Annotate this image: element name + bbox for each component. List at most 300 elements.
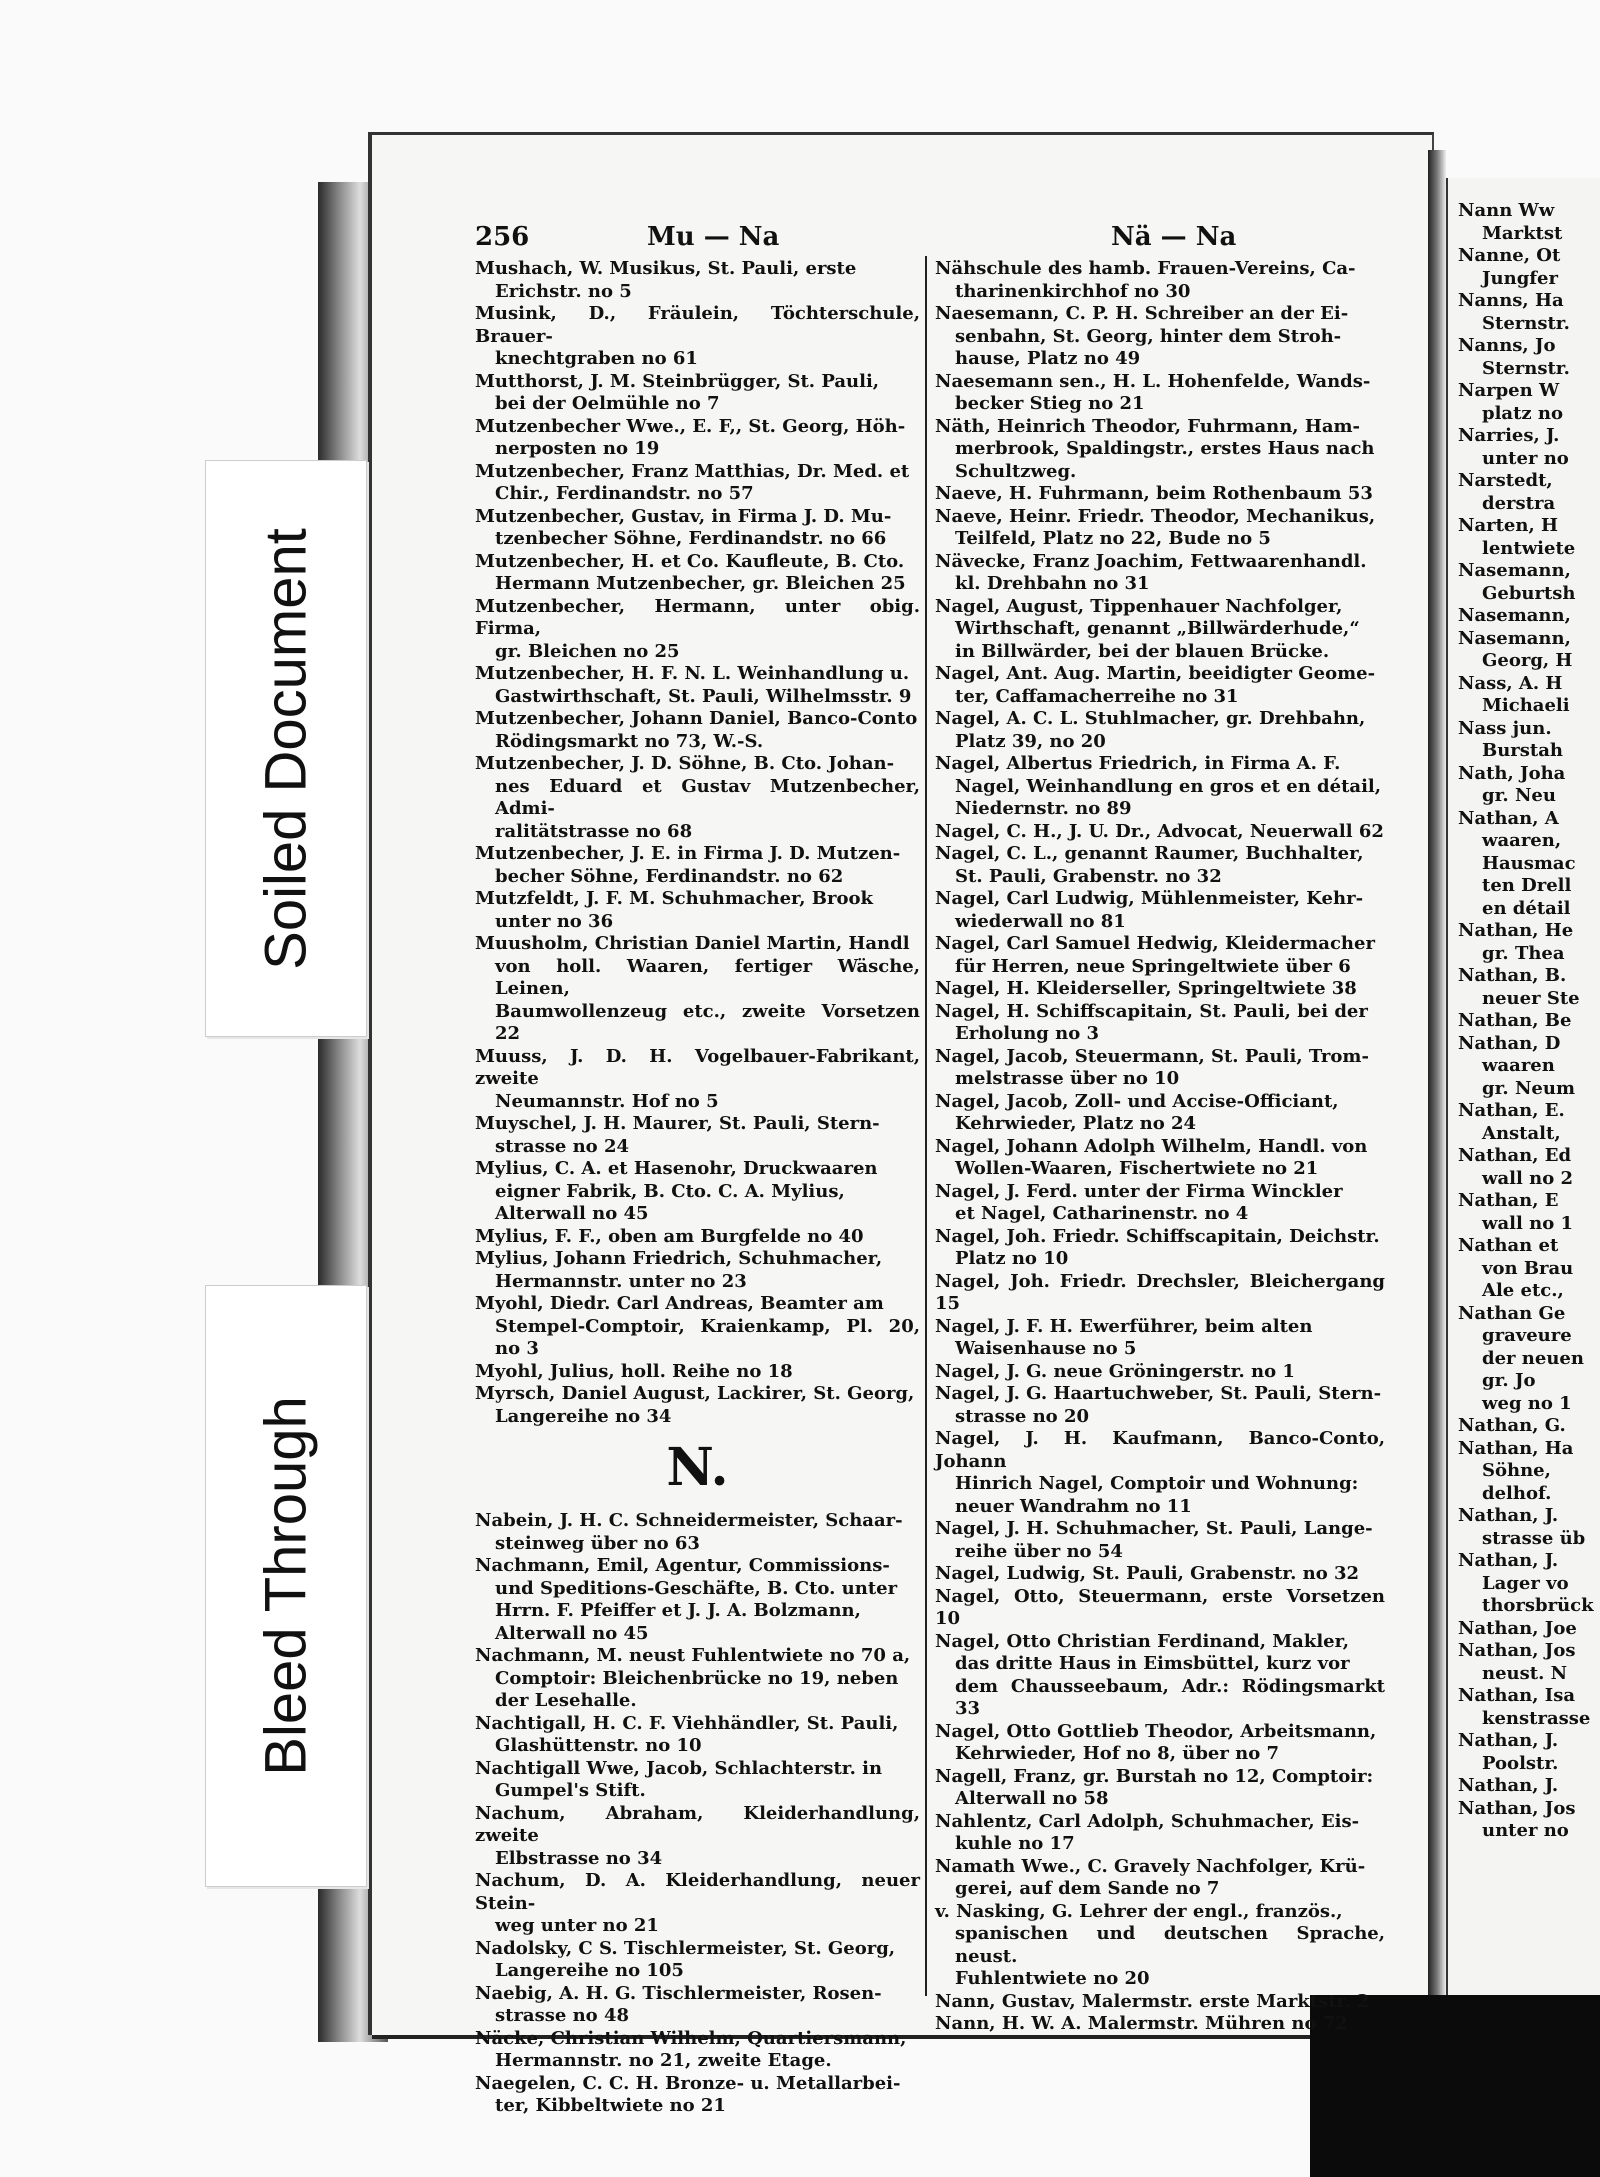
directory-entry — [935, 1856, 1385, 1901]
entry-name-line: Nagel, Jacob, Zoll- und Accise-Officiant, — [935, 1090, 1339, 1112]
cropped-entry-line: Narries, J. — [1458, 425, 1560, 446]
entry-continuation-line: neuer Wandrahm no 11 — [955, 1495, 1192, 1517]
cropped-entry-line: Lager vo — [1482, 1572, 1569, 1594]
entry-continuation-line: dem Chausseebaum, Adr.: Rödingsmarkt 33 — [955, 1675, 1385, 1719]
cropped-entry-line: Nathan, Jos — [1458, 1640, 1576, 1661]
entry-continuation-line: wiederwall no 81 — [955, 910, 1126, 932]
entry-name-line: Nagel, C. L., genannt Raumer, Buchhalter, — [935, 843, 1364, 864]
directory-entry — [475, 1158, 920, 1226]
entry-name-line: Mutzenbecher, Franz Matthias, Dr. Med. et — [475, 460, 910, 482]
directory-entry — [475, 888, 920, 933]
entry-name-line: Nagel, Ant. Aug. Martin, beeidigter Geome- — [935, 663, 1376, 684]
cropped-entry-line: Nasemann, — [1458, 560, 1571, 581]
entry-continuation-line: Gumpel's Stift. — [495, 1780, 646, 1801]
left-running-title: Mu — Na — [647, 222, 780, 252]
page-number: 256 — [475, 222, 530, 252]
entry-continuation-line: nerposten no 19 — [495, 438, 660, 459]
entry-continuation-line: hause, Platz no 49 — [955, 348, 1141, 369]
entry-continuation-line: Gastwirthschaft, St. Pauli, Wilhelmsstr. 9 — [495, 685, 912, 707]
entry-continuation-line: ralitätstrasse no 68 — [495, 820, 693, 842]
cropped-entry-line: Hausmac — [1482, 852, 1576, 874]
entry-name-line: Nagel, August, Tippenhauer Nachfolger, — [935, 595, 1343, 617]
directory-entry — [935, 1428, 1385, 1518]
entry-continuation-line: reihe über no 54 — [955, 1540, 1123, 1562]
section-letter: N. — [666, 1437, 729, 1498]
cropped-entry-line: Nathan, Ha — [1458, 1437, 1574, 1459]
directory-entry — [935, 371, 1385, 416]
entry-continuation-line: kl. Drehbahn no 31 — [955, 573, 1150, 594]
entry-continuation-line: St. Pauli, Grabenstr. no 32 — [955, 865, 1222, 887]
cropped-entry-line: Jungfer — [1482, 267, 1558, 289]
cropped-entry-line: gr. Neu — [1482, 785, 1556, 806]
entry-name-line: Nachtigall Wwe, Jacob, Schlachterstr. in — [475, 1757, 883, 1779]
entry-name-line: Nagel, J. G. neue Gröningerstr. no 1 — [935, 1360, 1295, 1382]
entry-name-line: Mylius, F. F., oben am Burgfelde no 40 — [475, 1225, 864, 1247]
cropped-entry-line: Anstalt, — [1482, 1122, 1561, 1144]
entry-name-line: Näth, Heinrich Theodor, Fuhrmann, Ham- — [935, 415, 1361, 437]
bleed-through-label — [205, 1285, 367, 1887]
directory-entry — [935, 258, 1385, 303]
cropped-entry-line: Nathan, Be — [1458, 1010, 1572, 1031]
right-column — [935, 258, 1385, 2036]
directory-entry — [935, 1811, 1385, 1856]
directory-entry — [935, 596, 1385, 664]
entry-name-line: Naesemann sen., H. L. Hohenfelde, Wands- — [935, 370, 1371, 392]
directory-entry — [475, 1713, 920, 1758]
cropped-entry-line: Nathan, J. — [1458, 1550, 1559, 1571]
entry-continuation-line: Platz 39, no 20 — [955, 730, 1106, 752]
cropped-entry-line: wall no 2 — [1482, 1167, 1573, 1189]
directory-entry — [475, 933, 920, 1046]
directory-entry — [935, 506, 1385, 551]
cropped-entry-line: Nanns, Jo — [1458, 335, 1556, 356]
entry-continuation-line: spanischen und deutschen Sprache, neust. — [955, 1923, 1385, 1967]
directory-entry — [475, 506, 920, 551]
entry-name-line: Nadolsky, C S. Tischlermeister, St. Georg, — [475, 1937, 896, 1959]
entry-name-line: Musink, D., Fräulein, Töchterschule, Brauer- — [475, 303, 920, 347]
entry-continuation-line: und Speditions-Geschäfte, B. Cto. unter — [495, 1577, 898, 1599]
cropped-entry-line: Nanns, Ha — [1458, 290, 1564, 311]
cropped-entry-line: Burstah — [1482, 740, 1563, 761]
cropped-entry-line: Nath, Joha — [1458, 762, 1566, 784]
entry-name-line: Nagel, C. H., J. U. Dr., Advocat, Neuerwall 62 — [935, 820, 1384, 842]
directory-entry — [935, 1586, 1385, 1631]
entry-name-line: Namath Wwe., C. Gravely Nachfolger, Krü- — [935, 1855, 1366, 1877]
cropped-entry-line: Sternstr. — [1482, 312, 1570, 334]
directory-entry — [475, 1361, 920, 1384]
directory-entry — [935, 1226, 1385, 1271]
directory-entry — [475, 1983, 920, 2028]
entry-name-line: Nahlentz, Carl Adolph, Schuhmacher, Eis- — [935, 1810, 1360, 1832]
cropped-entry-line: Nathan, Ed — [1458, 1145, 1572, 1166]
directory-entry — [935, 2013, 1385, 2036]
entry-continuation-line: Elbstrasse no 34 — [495, 1847, 663, 1869]
directory-entry — [475, 1758, 920, 1803]
directory-entry — [475, 2028, 920, 2073]
entry-name-line: Mutzenbecher, H. F. N. L. Weinhandlung u. — [475, 663, 910, 684]
entry-continuation-line: tzenbecher Söhne, Ferdinandstr. no 66 — [495, 528, 887, 549]
directory-entry — [935, 1091, 1385, 1136]
entry-continuation-line: senbahn, St. Georg, hinter dem Stroh- — [955, 325, 1342, 347]
directory-entry — [935, 1136, 1385, 1181]
cropped-entry-line: graveure — [1482, 1325, 1572, 1346]
cropped-entry-line: Nanne, Ot — [1458, 245, 1561, 266]
page-gutter — [1428, 150, 1446, 2010]
cropped-entry-line: Nathan, J. — [1458, 1775, 1559, 1796]
entry-continuation-line: Chir., Ferdinandstr. no 57 — [495, 483, 754, 504]
directory-entry — [475, 551, 920, 596]
entry-continuation-line: Rödingsmarkt no 73, W.-S. — [495, 730, 764, 752]
entry-name-line: Näcke, Christian Wilhelm, Quartiersmann, — [475, 2027, 907, 2049]
directory-entry — [935, 1563, 1385, 1586]
cropped-entry-line: Ale etc., — [1482, 1280, 1564, 1301]
entry-continuation-line: in Billwärder, bei der blauen Brücke. — [955, 640, 1330, 662]
entry-name-line: Naeve, H. Fuhrmann, beim Rothenbaum 53 — [935, 483, 1373, 504]
entry-continuation-line: Comptoir: Bleichenbrücke no 19, neben — [495, 1667, 899, 1689]
directory-entry — [475, 2073, 920, 2118]
entry-continuation-line: für Herren, neue Springeltwiete über 6 — [955, 955, 1351, 977]
entry-name-line: Nagel, J. G. Haartuchweber, St. Pauli, Stern- — [935, 1383, 1382, 1404]
left-column — [475, 258, 920, 2118]
cropped-entry-line: Nathan, J. — [1458, 1505, 1559, 1526]
entry-continuation-line: Neumannstr. Hof no 5 — [495, 1090, 719, 1112]
cropped-entry-line: lentwiete — [1482, 537, 1576, 559]
cropped-entry-line: Nass jun. — [1458, 717, 1552, 739]
entry-name-line: Nachmann, Emil, Agentur, Commissions- — [475, 1555, 890, 1576]
cropped-entry-line: Nathan, Isa — [1458, 1685, 1576, 1706]
entry-continuation-line: et Nagel, Catharinenstr. no 4 — [955, 1203, 1249, 1224]
entry-name-line: Nagel, J. H. Schuhmacher, St. Pauli, Lange- — [935, 1518, 1373, 1539]
cropped-entry-line: derstra — [1482, 492, 1556, 514]
directory-entry — [935, 551, 1385, 596]
entry-continuation-line: gr. Bleichen no 25 — [495, 640, 680, 662]
cropped-entry-line: Narstedt, — [1458, 470, 1553, 491]
cropped-entry-line: gr. Neum — [1482, 1077, 1575, 1099]
cropped-entry-line: Nasemann, — [1458, 627, 1571, 649]
entry-name-line: Myohl, Diedr. Carl Andreas, Beamter am — [475, 1293, 884, 1314]
cropped-entry-line: waaren, — [1482, 830, 1562, 851]
cropped-entry-line: Nathan, Joe — [1458, 1617, 1577, 1639]
soiled-document-label — [205, 460, 367, 1037]
cropped-entry-line: platz no — [1482, 402, 1563, 424]
directory-entry — [475, 1046, 920, 1114]
cropped-entry-line: Sternstr. — [1482, 357, 1570, 379]
directory-entry — [935, 1046, 1385, 1091]
entry-continuation-line: tharinenkirchhof no 30 — [955, 280, 1191, 302]
entry-continuation-line: weg unter no 21 — [495, 1915, 659, 1936]
entry-name-line: Nachtigall, H. C. F. Viehhändler, St. Pauli, — [475, 1712, 899, 1734]
directory-entry — [475, 1510, 920, 1555]
entry-continuation-line: kuhle no 17 — [955, 1833, 1075, 1854]
entry-name-line: Nachum, Abraham, Kleiderhandlung, zweite — [475, 1802, 920, 1846]
entry-name-line: Nagel, J. H. Kaufmann, Banco-Conto, Johann — [935, 1428, 1385, 1472]
entry-name-line: Mutzenbecher Wwe., E. F,, St. Georg, Höh- — [475, 415, 906, 437]
cropped-entry-line: Narten, H — [1458, 515, 1558, 536]
cropped-entry-line: delhof. — [1482, 1482, 1552, 1504]
directory-entry — [475, 663, 920, 708]
entry-continuation-line: Hermannstr. no 21, zweite Etage. — [495, 2050, 832, 2071]
entry-name-line: Nävecke, Franz Joachim, Fettwaarenhandl. — [935, 550, 1367, 572]
entry-name-line: Nachum, D. A. Kleiderhandlung, neuer Stein- — [475, 1870, 920, 1914]
directory-entry — [475, 416, 920, 461]
cropped-entry-line: der neuen — [1482, 1347, 1584, 1369]
entry-continuation-line: strasse no 24 — [495, 1135, 629, 1157]
cropped-entry-line: Nathan, E. — [1458, 1100, 1565, 1121]
entry-continuation-line: Teilfeld, Platz no 22, Bude no 5 — [955, 528, 1271, 549]
cropped-entry-line: Nann Ww — [1458, 200, 1555, 221]
entry-continuation-line: eigner Fabrik, B. Cto. C. A. Mylius, — [495, 1180, 845, 1202]
entry-name-line: Nähschule des hamb. Frauen-Vereins, Ca- — [935, 258, 1356, 279]
cropped-entry-line: Nathan, A — [1458, 807, 1559, 829]
directory-entry — [935, 1901, 1385, 1991]
directory-entry — [475, 258, 920, 303]
entry-continuation-line: Erholung no 3 — [955, 1023, 1100, 1044]
entry-continuation-line: unter no 36 — [495, 910, 614, 932]
directory-entry — [475, 1938, 920, 1983]
entry-name-line: Nagel, A. C. L. Stuhlmacher, gr. Drehbahn, — [935, 708, 1366, 729]
entry-continuation-line: Hermann Mutzenbecher, gr. Bleichen 25 — [495, 573, 906, 594]
entry-continuation-line: ter, Kibbeltwiete no 21 — [495, 2095, 726, 2116]
entry-name-line: Nagel, Joh. Friedr. Schiffscapitain, Deichstr. — [935, 1225, 1380, 1247]
entry-continuation-line: Alterwall no 45 — [495, 1622, 649, 1644]
cropped-entry-line: Nathan, G. — [1458, 1415, 1566, 1436]
entry-name-line: Nagell, Franz, gr. Burstah no 12, Comptoir: — [935, 1765, 1374, 1787]
directory-entry — [475, 708, 920, 753]
directory-entry — [475, 371, 920, 416]
cropped-entry-line: Poolstr. — [1482, 1752, 1559, 1774]
directory-entry — [935, 843, 1385, 888]
cropped-entry-line: neust. N — [1482, 1662, 1568, 1684]
cropped-entry-line: Georg, H — [1482, 650, 1573, 671]
cropped-entry-line: unter no — [1482, 447, 1569, 469]
column-divider — [925, 256, 927, 1996]
directory-entry — [935, 1361, 1385, 1384]
entry-continuation-line: Kehrwieder, Platz no 24 — [955, 1113, 1197, 1134]
entry-name-line: Naeve, Heinr. Friedr. Theodor, Mechanikus, — [935, 505, 1376, 527]
entry-name-line: Mushach, W. Musikus, St. Pauli, erste — [475, 258, 857, 279]
entry-continuation-line: der Lesehalle. — [495, 1690, 637, 1711]
entry-name-line: Nagel, Albertus Friedrich, in Firma A. F. — [935, 753, 1341, 774]
entry-name-line: Nann, Gustav, Malermstr. erste Marktstr. 2 — [935, 1990, 1370, 2012]
left-entries-m — [475, 258, 920, 1428]
entry-name-line: Nagel, Ludwig, St. Pauli, Grabenstr. no 32 — [935, 1563, 1360, 1584]
cropped-entry-line: wall no 1 — [1482, 1212, 1573, 1234]
cropped-entry-line: Nathan et — [1458, 1235, 1559, 1256]
cropped-entry-line: en détail — [1482, 897, 1571, 919]
cropped-entry-line: Nathan Ge — [1458, 1302, 1566, 1324]
entry-name-line: Nagel, J. Ferd. unter der Firma Winckler — [935, 1180, 1343, 1202]
directory-entry — [935, 663, 1385, 708]
entry-continuation-line: gerei, auf dem Sande no 7 — [955, 1878, 1220, 1899]
entry-name-line: Naegelen, C. C. H. Bronze- u. Metallarbei- — [475, 2072, 901, 2094]
cropped-entry-line: thorsbrück — [1482, 1595, 1594, 1616]
directory-entry — [935, 483, 1385, 506]
entry-name-line: Nagel, Otto Gottlieb Theodor, Arbeitsmann, — [935, 1720, 1377, 1742]
entry-name-line: Mylius, C. A. et Hasenohr, Druckwaaren — [475, 1158, 878, 1179]
cropped-entry-line: Nasemann, — [1458, 605, 1571, 626]
directory-entry — [935, 416, 1385, 484]
entry-name-line: Nann, H. W. A. Malermstr. Mühren no 72 — [935, 2013, 1348, 2034]
entry-name-line: Nagel, H. Schiffscapitain, St. Pauli, bei der — [935, 1000, 1368, 1022]
entry-name-line: Mutzenbecher, J. E. in Firma J. D. Mutzen- — [475, 843, 901, 864]
entry-continuation-line: knechtgraben no 61 — [495, 348, 698, 369]
entry-name-line: Nagel, Carl Samuel Hedwig, Kleidermacher — [935, 933, 1375, 954]
directory-entry — [935, 978, 1385, 1001]
entry-continuation-line: Glashüttenstr. no 10 — [495, 1735, 702, 1756]
entry-name-line: Mutthorst, J. M. Steinbrügger, St. Pauli, — [475, 370, 880, 392]
directory-entry — [475, 1555, 920, 1645]
cropped-entry-line: gr. Jo — [1482, 1370, 1536, 1391]
cropped-entry-line: unter no — [1482, 1820, 1569, 1841]
right-running-title: Nä — Na — [1111, 222, 1237, 252]
entry-name-line: Mutzenbecher, H. et Co. Kaufleute, B. Cto. — [475, 550, 905, 572]
directory-entry — [935, 888, 1385, 933]
entry-name-line: Nagel, Otto, Steuermann, erste Vorsetzen 10 — [935, 1585, 1385, 1629]
entry-continuation-line: melstrasse über no 10 — [955, 1068, 1180, 1089]
entry-continuation-line: Schultzweg. — [955, 460, 1077, 482]
entry-continuation-line: Wollen-Waaren, Fischertwiete no 21 — [955, 1158, 1319, 1179]
entry-continuation-line: Alterwall no 45 — [495, 1203, 649, 1224]
entry-name-line: Myohl, Julius, holl. Reihe no 18 — [475, 1360, 793, 1382]
cropped-entry-line: ten Drell — [1482, 875, 1572, 896]
directory-entry — [935, 1991, 1385, 2014]
entry-continuation-line: Fuhlentwiete no 20 — [955, 1968, 1150, 1989]
entry-continuation-line: Niedernstr. no 89 — [955, 798, 1132, 819]
directory-entry — [935, 1271, 1385, 1316]
entry-continuation-line: becher Söhne, Ferdinandstr. no 62 — [495, 865, 844, 887]
entry-continuation-line: nes Eduard et Gustav Mutzenbecher, Admi- — [495, 775, 920, 819]
directory-entry — [475, 753, 920, 843]
entry-name-line: Naebig, A. H. G. Tischlermeister, Rosen- — [475, 1982, 882, 2004]
entry-name-line: Nagel, J. F. H. Ewerführer, beim alten — [935, 1315, 1313, 1337]
entry-continuation-line: steinweg über no 63 — [495, 1532, 700, 1554]
cropped-entry-line: strasse üb — [1482, 1527, 1586, 1549]
entry-continuation-line: Nagel, Weinhandlung en gros et en détail, — [955, 775, 1382, 797]
entry-name-line: Mutzenbecher, Johann Daniel, Banco-Conto — [475, 708, 918, 729]
directory-entry — [935, 1721, 1385, 1766]
entry-continuation-line: Baumwollenzeug etc., zweite Vorsetzen 22 — [495, 1000, 920, 1044]
bleed-through-text: Bleed Through — [253, 1396, 319, 1776]
directory-entry — [935, 708, 1385, 753]
directory-entry — [935, 1518, 1385, 1563]
entry-name-line: Naesemann, C. P. H. Schreiber an der Ei- — [935, 303, 1349, 324]
entry-name-line: Nachmann, M. neust Fuhlentwiete no 70 a, — [475, 1645, 911, 1666]
entry-continuation-line: Hermannstr. unter no 23 — [495, 1270, 747, 1292]
cropped-entry-line: kenstrasse — [1482, 1707, 1591, 1729]
directory-entry — [935, 1766, 1385, 1811]
entry-name-line: Mylius, Johann Friedrich, Schuhmacher, — [475, 1248, 883, 1269]
cropped-entry-line: Nathan, E — [1458, 1190, 1559, 1211]
cropped-entry-line: Nathan, J. — [1458, 1730, 1559, 1751]
cropped-entry-line: Nathan, Jos — [1458, 1797, 1576, 1819]
entry-continuation-line: Kehrwieder, Hof no 8, über no 7 — [955, 1743, 1279, 1764]
entry-name-line: Nabein, J. H. C. Schneidermeister, Schaar- — [475, 1510, 903, 1531]
directory-entry — [475, 1293, 920, 1361]
entry-name-line: Nagel, H. Kleiderseller, Springeltwiete 38 — [935, 978, 1357, 999]
directory-entry — [935, 933, 1385, 978]
cropped-entry-line: von Brau — [1482, 1257, 1574, 1279]
entry-continuation-line: Waisenhause no 5 — [955, 1338, 1137, 1359]
entry-name-line: Nagel, Otto Christian Ferdinand, Makler, — [935, 1630, 1350, 1652]
entry-continuation-line: Langereihe no 34 — [495, 1405, 672, 1427]
cropped-entry-line: neuer Ste — [1482, 987, 1580, 1009]
entry-continuation-line: Erichstr. no 5 — [495, 280, 632, 302]
entry-name-line: Mutzenbecher, Gustav, in Firma J. D. Mu- — [475, 505, 892, 527]
cropped-entry-line: Söhne, — [1482, 1460, 1551, 1481]
directory-entry — [935, 753, 1385, 821]
directory-entry — [475, 596, 920, 664]
entry-name-line: Nagel, Johann Adolph Wilhelm, Handl. von — [935, 1135, 1368, 1157]
entry-name-line: Muyschel, J. H. Maurer, St. Pauli, Stern- — [475, 1113, 880, 1134]
cropped-entry-line: waaren — [1482, 1055, 1555, 1076]
page-header — [475, 222, 1375, 254]
cropped-entry-line: Nathan, He — [1458, 920, 1574, 941]
cropped-entry-line: Nass, A. H — [1458, 672, 1563, 694]
entry-name-line: v. Nasking, G. Lehrer der engl., französ., — [935, 1900, 1343, 1922]
soiled-document-text: Soiled Document — [253, 527, 319, 970]
directory-entry — [935, 303, 1385, 371]
cropped-entry-line: gr. Thea — [1482, 942, 1565, 964]
cropped-entry-line: Marktst — [1482, 222, 1563, 244]
directory-entry — [935, 1383, 1385, 1428]
cropped-entry-line: Narpen W — [1458, 380, 1560, 401]
entry-continuation-line: bei der Oelmühle no 7 — [495, 393, 720, 414]
entry-continuation-line: Stempel-Comptoir, Kraienkamp, Pl. 20, no 3 — [495, 1315, 920, 1359]
right-page-fragment — [1446, 178, 1600, 2177]
entry-name-line: Myrsch, Daniel August, Lackirer, St. Georg, — [475, 1383, 915, 1404]
directory-entry — [475, 303, 920, 371]
entry-continuation-line: Platz no 10 — [955, 1248, 1069, 1269]
cropped-entry-line: Michaeli — [1482, 695, 1570, 716]
entry-name-line: Muusholm, Christian Daniel Martin, Handl — [475, 933, 910, 954]
entry-continuation-line: Alterwall no 58 — [955, 1788, 1109, 1809]
entry-continuation-line: ter, Caffamacherreihe no 31 — [955, 685, 1239, 707]
entry-continuation-line: becker Stieg no 21 — [955, 393, 1145, 414]
directory-entry — [475, 1870, 920, 1938]
entry-continuation-line: Hinrich Nagel, Comptoir und Wohnung: — [955, 1473, 1359, 1494]
directory-entry — [935, 1316, 1385, 1361]
directory-entry — [475, 1113, 920, 1158]
entry-continuation-line: strasse no 48 — [495, 2005, 629, 2026]
directory-entry — [475, 1803, 920, 1871]
entry-continuation-line: strasse no 20 — [955, 1405, 1089, 1427]
directory-entry — [935, 1631, 1385, 1721]
entry-continuation-line: Hrrn. F. Pfeiffer et J. J. A. Bolzmann, — [495, 1600, 861, 1621]
directory-entry — [475, 1226, 920, 1249]
entry-name-line: Mutzenbecher, Hermann, unter obig. Firma, — [475, 595, 920, 639]
directory-entry — [475, 461, 920, 506]
directory-entry — [475, 1383, 920, 1428]
cropped-entry-line: Nathan, B. — [1458, 965, 1567, 986]
entry-name-line: Muuss, J. D. H. Vogelbauer-Fabrikant, zweite — [475, 1045, 920, 1089]
directory-entry — [475, 1248, 920, 1293]
cropped-entry-line: Nathan, D — [1458, 1032, 1561, 1054]
entry-name-line: Mutzfeldt, J. F. M. Schuhmacher, Brook — [475, 888, 873, 909]
entry-continuation-line: merbrook, Spaldingstr., erstes Haus nach — [955, 438, 1375, 459]
directory-entry — [935, 1001, 1385, 1046]
entry-continuation-line: Langereihe no 105 — [495, 1960, 684, 1981]
cropped-entry-line: weg no 1 — [1482, 1392, 1572, 1414]
cropped-entry-line: Geburtsh — [1482, 582, 1576, 604]
directory-entry — [935, 1181, 1385, 1226]
directory-entry — [935, 821, 1385, 844]
entry-name-line: Mutzenbecher, J. D. Söhne, B. Cto. Johan- — [475, 753, 895, 774]
left-entries-n — [475, 1510, 920, 2118]
entry-continuation-line: Wirthschaft, genannt „Billwärderhude,“ — [955, 618, 1360, 639]
entry-name-line: Nagel, Joh. Friedr. Drechsler, Bleichergang 15 — [935, 1270, 1385, 1314]
directory-entry — [475, 843, 920, 888]
entry-name-line: Nagel, Carl Ludwig, Mühlenmeister, Kehr- — [935, 888, 1364, 909]
